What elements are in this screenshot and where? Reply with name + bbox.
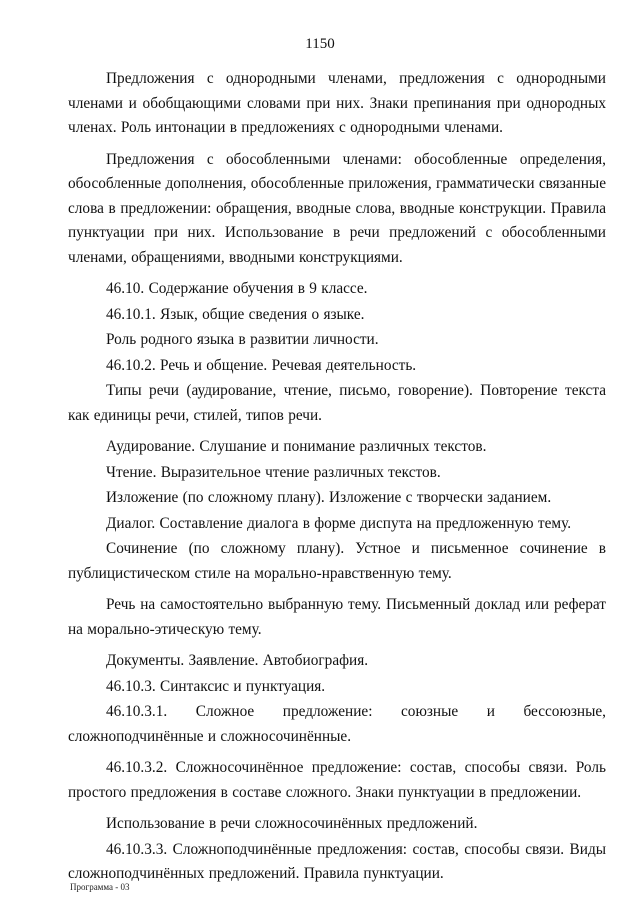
footer-label: Программа - 03	[70, 882, 130, 892]
section-heading: 46.10.3. Синтаксис и пунктуация.	[106, 677, 326, 695]
section-heading: 46.10.3.3. Сложноподчинённые предложения: состав, способы связи. Виды сложноподчинённых предложений. Правила пунктуации.	[68, 840, 606, 882]
section-heading: 46.10. Содержание обучения в 9 классе.	[106, 280, 368, 297]
paragraph: Сочинение (по сложному плану). Устное и письменное сочинение в публицистическом стиле на морально-нравственную тему.	[68, 540, 606, 582]
document-body	[68, 67, 606, 894]
paragraph: Чтение. Выразительное чтение различных текстов.	[106, 463, 441, 481]
section-heading: 46.10.3.2. Сложносочинённое предложение: состав, способы связи. Роль простого предложения в составе сложного. Знаки пунктуации в предложении.	[68, 759, 606, 801]
paragraph: Изложение (по сложному плану). Изложение с творчески заданием.	[106, 489, 552, 506]
paragraph: Роль родного языка в развитии личности.	[106, 331, 379, 348]
paragraph: Предложения с обособленными членами: обособленные определения, обособленные дополнения, обособленные приложения, грамматически связанные слова в предложении: обращения, вводные слова, вводные конструкции. Правила пунктуации при них. Использование в речи предложений с обособленными членами, обращениями, вводными конструкциями.	[68, 150, 606, 266]
paragraph: Типы речи (аудирование, чтение, письмо, говорение). Повторение текста как единицы речи, стилей, типов речи.	[68, 382, 606, 424]
section-heading: 46.10.3.1. Сложное предложение: союзные и бессоюзные, сложноподчинённые и сложносочинённые.	[68, 703, 606, 745]
paragraph: Аудирование. Слушание и понимание различных текстов.	[106, 438, 487, 455]
page-number: 1150	[305, 36, 335, 52]
paragraph: Использование в речи сложносочинённых предложений.	[106, 815, 478, 832]
section-heading: 46.10.2. Речь и общение. Речевая деятельность.	[106, 356, 417, 374]
paragraph: Диалог. Составление диалога в форме диспута на предложенную тему.	[106, 514, 572, 532]
paragraph: Предложения с однородными членами, предложения с однородными членами и обобщающими словами при них. Знаки препинания при однородных членах. Роль интонации в предложениях с однородными членами.	[68, 70, 606, 136]
paragraph: Документы. Заявление. Автобиография.	[106, 652, 369, 669]
section-heading: 46.10.1. Язык, общие сведения о языке.	[106, 305, 365, 323]
paragraph: Речь на самостоятельно выбранную тему. Письменный доклад или реферат на морально-этическую тему.	[68, 596, 606, 638]
